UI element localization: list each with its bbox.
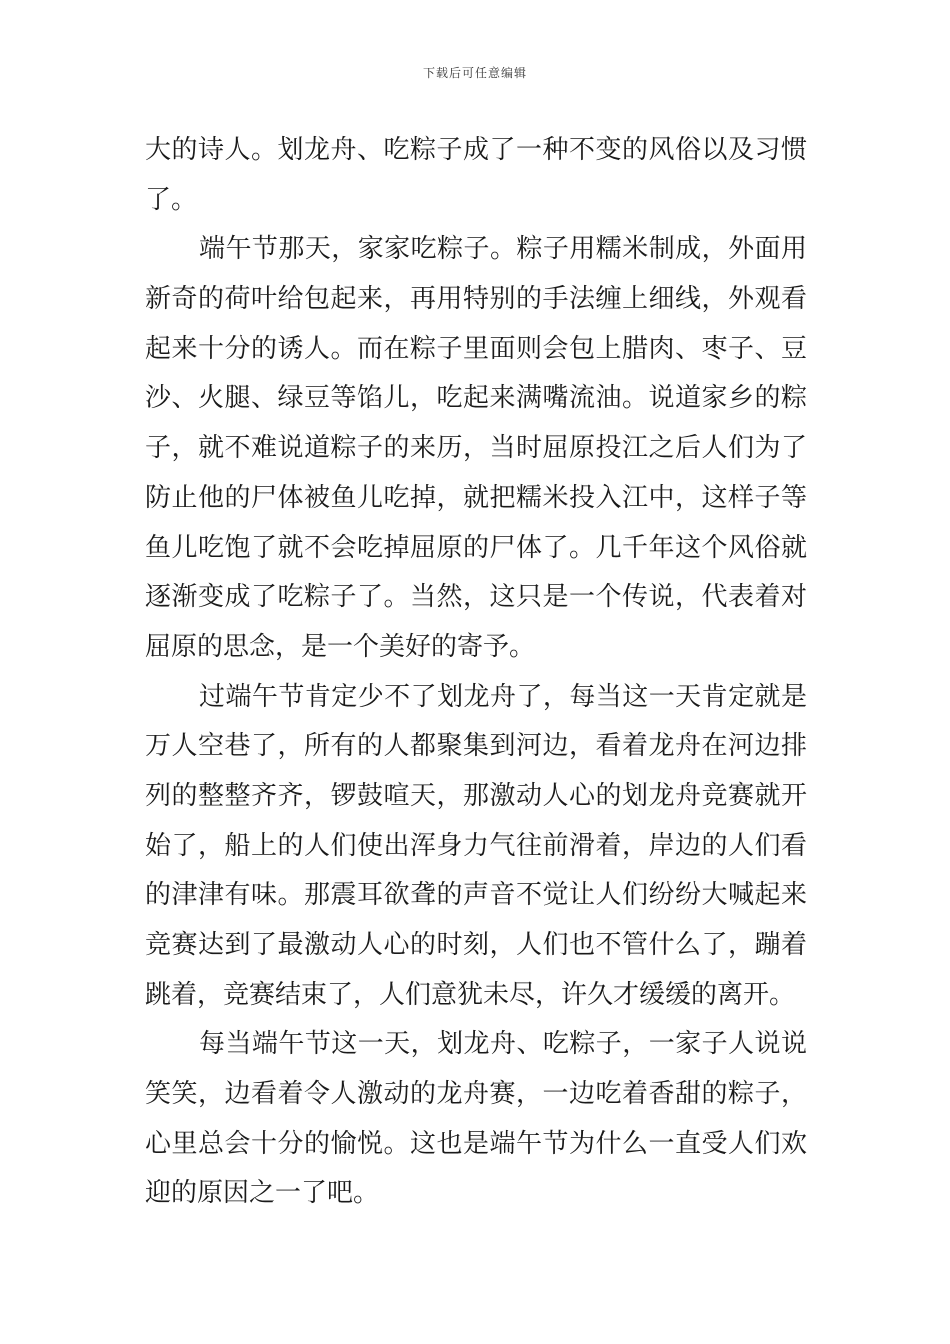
text-line: 竞赛达到了最激动人心的时刻，人们也不管什么了，蹦着 [145, 930, 807, 960]
text-line: 大的诗人。划龙舟、吃粽子成了一种不变的风俗以及习惯 [145, 135, 807, 165]
text-line: 万人空巷了，所有的人都聚集到河边，看着龙舟在河边排 [145, 731, 807, 762]
text-line: 屈原的思念，是一个美好的寄予。 [145, 631, 536, 662]
text-line: 鱼儿吃饱了就不会吃掉屈原的尸体了。几千年这个风俗就 [145, 532, 807, 563]
text-line: 迎的原因之一了吧。 [145, 1178, 380, 1209]
document-body [145, 126, 807, 1219]
text-line: 笑笑，边看着令人激动的龙舟赛，一边吃着香甜的粽子， [145, 1079, 807, 1110]
text-line: 防止他的尸体被鱼儿吃掉，就把糯米投入江中，这样子等 [145, 482, 807, 513]
text-line: 子，就不难说道粽子的来历，当时屈原投江之后人们为了 [145, 433, 807, 464]
text-line: 新奇的荷叶给包起来，再用特别的手法缠上细线，外观看 [145, 284, 807, 315]
text-line: 沙、火腿、绿豆等馅儿，吃起来满嘴流油。说道家乡的粽 [145, 383, 807, 414]
text-line: 始了，船上的人们使出浑身力气往前滑着，岸边的人们看 [145, 830, 807, 861]
text-line: 心里总会十分的愉悦。这也是端午节为什么一直受人们欢 [145, 1128, 807, 1159]
page-header-note: 下载后可任意编辑 [422, 66, 527, 80]
text-line: 每当端午节这一天，划龙舟、吃粽子，一家子人说说 [199, 1029, 807, 1060]
text-line: 跳着，竞赛结束了，人们意犹未尽，许久才缓缓的离开。 [145, 979, 796, 1010]
text-line: 起来十分的诱人。而在粽子里面则会包上腊肉、枣子、豆 [145, 333, 807, 364]
text-line: 列的整整齐齐，锣鼓喧天，那激动人心的划龙舟竞赛就开 [145, 780, 807, 811]
text-line: 的津津有味。那震耳欲聋的声音不觉让人们纷纷大喊起来 [145, 880, 807, 911]
text-line: 过端午节肯定少不了划龙舟了，每当这一天肯定就是 [199, 681, 807, 712]
text-line: 了。 [145, 184, 198, 215]
text-line: 端午节那天，家家吃粽子。粽子用糯米制成，外面用 [199, 234, 807, 265]
text-line: 逐渐变成了吃粽子了。当然，这只是一个传说，代表着对 [145, 582, 807, 613]
